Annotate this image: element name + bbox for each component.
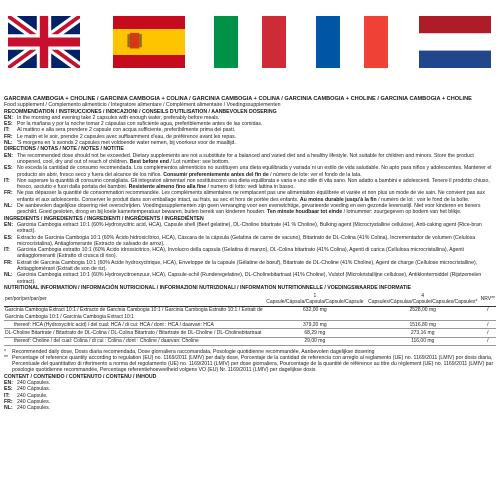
language-code: NL:	[4, 203, 13, 210]
italy-flag	[214, 16, 286, 68]
best-before-label: Consumir preferentemente antes del fin de	[163, 171, 269, 178]
ingredient-text: Extracto de Garcinia Cambogia 10:1 (60% Ácido hidroxicítrico, HCA), Cáscara de la cápsula (Gelatina de carne de vacuno), Bitartrato de DL-Colina (41% Colina), Incrementador de volumen (Celulosa microcristalina), Antiaglomerante (Extracto de salvado de arroz).	[17, 234, 476, 247]
direction-row	[4, 178, 496, 191]
best-before-label: Au moins durable jusqu'à la fin	[299, 196, 377, 203]
ingredient-text: Extrait de Garcinia Cambogia 10:1 (60% Acide hydroxycitrique, HCA), Enveloppe de la capsule (Gélatine de bœuf), Bitartrate de DL-Choline (41% Choline), Agent de charge (Cellulose microcristalline), Antiagglomérant (Extrait de son de riz).	[17, 259, 478, 273]
nutrient-name: Garcinia Cambogia Extract 10:1 / Extracto de Garcinia Cambogia 10:1 / Garcinia Cambogia Estratto 10:1 / Extrait de Garcinia Cambogia 10:1 / Garcinia Cambogia Extract 10:1	[5, 307, 263, 320]
recommendation-section	[4, 115, 496, 146]
nutrient-name: thereof: HCA (Hydroxycitric acid) / del cual: HCA / di cui: HCA / dont : HCA / daarvan: HCA	[4, 321, 264, 329]
content-section	[4, 380, 496, 411]
direction-text: No exceda la cantidad de consumo recomendada. Los complementos alimenticios no sustituyen una dieta equilibrada y variada ni un estilo de vida saludable. No apto para niños y adolescentes. Mantener el producto sin abrir, fresco seco y fuera del alcance de los niños. Consumir preferentemente antes del fin de / número de lote: ver el fondo de la lata.	[17, 165, 492, 178]
nrv-value: /	[480, 337, 496, 345]
best-before-label: Ten minste houdbaar tot einde	[267, 209, 343, 216]
value-per-capsule: 632,00 mg	[264, 306, 366, 320]
nrv-value: /	[480, 306, 496, 320]
language-code: IT:	[4, 127, 10, 134]
nutrition-body	[4, 306, 496, 345]
best-before-label: Resistente almeno fino alla fine	[128, 184, 207, 191]
recommendation-text: Al mattino e alla sera prendere 2 capsule con acqua sufficiente, preferibilmente prima dei pasti.	[17, 127, 236, 134]
language-code: FR:	[4, 398, 13, 405]
nutrient-name: thereof: Choline / del cual: Colina / di cui : Colina / dont : Choline / daarvan: Choline	[4, 337, 264, 345]
value-per-capsule: 379,20 mg	[264, 321, 366, 329]
direction-row	[4, 165, 496, 178]
directions-heading: DIRECTIONS / NOTAS / NOTE / NOTES / NOTITIE	[4, 146, 124, 153]
direction-text: The recommended dose should not be exceeded. Dietary supplements are not a substitute for a balanced and varied diet and a healthy lifestyle. Not suitable for children and minors. Store the product unopened, cool, dry and out of reach of children. Best before end / Lot number: see bottom.	[17, 152, 474, 165]
language-code: FR:	[4, 190, 13, 197]
direction-row	[4, 190, 496, 203]
column-header: 4 Capsules/Cápsulas/Capsule/Capsules/Capsules*	[366, 292, 480, 306]
language-code: ES:	[4, 165, 13, 172]
value-per-daily-dose: 1516,80 mg	[366, 321, 480, 329]
footnote-mark: *	[4, 348, 7, 355]
best-before-label: Best before end	[129, 158, 169, 165]
direction-row	[4, 203, 496, 216]
product-title: GARCINIA CAMBOGIA + CHOLINE / GARCINIA CAMBOGIA + COLINA / GARCINIA CAMBOGIA + COLINA / GARCINIA CAMBOGIA + CHOLINE / GARCINIA CAMBOGIA + CHOLINE	[4, 96, 472, 102]
flag-row	[0, 16, 500, 70]
ingredient-text: Garcinia Cambogia extract 10:1 (60% Hydroxycitric acid, HCA), Capsule shell (Beef gelatine), DL-Choline bitartrate (41 % Choline), Bulking agent (Microcrystalline cellulose), Anti-caking agent (Rice-bran extract).	[17, 221, 482, 235]
nutrition-header-row	[4, 292, 496, 306]
direction-text: Ne pas dépasser la quantité de consommation recommandée. Les compléments alimentaires ne remplacent pas une alimentation équilibrée et variée et non plus un mode de vie sain. Ne convient pas aux enfants et aux adolescents. Conserver le produit dans son emballage intact, au frais, au sec et hors de portée des enfants. Au moins durable jusqu'à la fin / numéro de lot : voir le fond de la boîte.	[17, 190, 486, 203]
ingredient-row	[4, 247, 496, 260]
table-row	[4, 337, 496, 345]
ingredients-heading: INGREDIENTS / INGREDIENTES / INGREDIENTI / INGRÉDIENTS / INGREDIËNTEN	[4, 215, 204, 222]
language-code: NL:	[4, 272, 13, 279]
footnote-mark: **	[4, 354, 9, 361]
ingredients-section	[4, 222, 496, 285]
direction-row	[4, 153, 496, 166]
nutrition-heading: NUTRITIONAL INFORMATION / INFORMACIÓN NUTRICIONAL / INFORMAZIONI NUTRIZIONALI / INFORMATION NUTRITIONNELLE / VOEDINGSWAARDE INFORMATIE	[4, 284, 411, 291]
language-code: FR:	[4, 259, 13, 266]
recommendation-text: 'S morgens en 's avonds 2 capsules met voldoende water nemen, bij voorkeur voor de maaltijd.	[17, 140, 236, 147]
product-subtitle: Food supplement / Complemento alimenticio / Integratore alimentare / Complément alimentaire / Voedingssupplementen	[4, 102, 281, 109]
nrv-value: /	[480, 329, 496, 337]
ingredient-text: Garcinia Cambogia extract 10:1 (60% Hydroxycitroenzuur, HCA), Capsule-schil (Runderegelatine), DL-Cholinebitartraat (41% Choline), Vulstof (Microkristallijne cellulose), Antiklontermiddel (Rijstzemelen extract).	[17, 272, 482, 285]
recommendation-text: Por la mañana y por la noche tomar 2 cápsulas con suficiente agua, preferiblemente antes de las comidas.	[17, 121, 263, 128]
table-row	[4, 329, 496, 337]
footnotes	[4, 349, 496, 374]
value-per-daily-dose: 116,00 mg	[366, 337, 480, 345]
language-code: EN:	[4, 221, 13, 228]
recommendation-text: In the morning and evening take 2 capsules with enough water, preferably before meals.	[17, 114, 220, 121]
spain-flag	[113, 16, 185, 68]
language-code: ES:	[4, 121, 13, 128]
value-per-capsule: 68,29 mg	[264, 329, 366, 337]
ingredient-row	[4, 260, 496, 273]
recommendation-text: Le matin et le soir, prendre 2 capsules avec suffisamment d'eau, de préférence avant les repas.	[17, 133, 237, 140]
ingredient-row	[4, 272, 496, 285]
content-row	[4, 405, 496, 411]
language-code: ES:	[4, 234, 13, 241]
content-text: 240 Capsules.	[17, 398, 51, 405]
table-row	[4, 321, 496, 329]
direction-text: Non superare la quantità di consumo consigliata. Gli integratori alimentari non sostituiscono una dieta equilibrata e varia e uno stile di vita sano. Non adatto a bambini e adolescenti. Tenere il prodotto chiuso, fresco, asciutto e fuori dalla portata dei bambini. Resistente almeno fino alla fine / numero di lotto: vedi lattina in basso.	[17, 177, 490, 191]
uk-flag	[8, 16, 80, 68]
label-document	[4, 96, 496, 412]
value-per-daily-dose: 2528,00 mg	[366, 306, 480, 320]
column-header: per/por/per/par/per	[4, 292, 264, 306]
language-code: EN:	[4, 152, 13, 159]
content-text: 240 Capsule.	[17, 392, 48, 399]
language-code: NL:	[4, 405, 13, 412]
language-code: EN:	[4, 114, 13, 121]
footnote-text: Recommended daily dose, Dosis diaria recomendada, Dose giornaliera raccomandata, Posologie quotidienne recommandée, Aanbevolen dagelijkse dosering	[12, 348, 375, 355]
footnote	[4, 355, 496, 374]
table-row	[4, 306, 496, 320]
language-code: IT:	[4, 177, 10, 184]
content-text: 240 Capsules.	[17, 405, 51, 412]
language-code: FR:	[4, 133, 13, 140]
language-code: IT:	[4, 247, 10, 254]
language-code: IT:	[4, 392, 10, 399]
value-per-daily-dose: 273,16 mg	[366, 329, 480, 337]
language-code: ES:	[4, 386, 13, 393]
netherlands-flag	[419, 16, 491, 68]
value-per-capsule: 29,00 mg	[264, 337, 366, 345]
nutrient-name: DL-Choline Bitartrate / Bitartrato de DL-Colina / DL-Colina Bitartrato / Bitartrate de DL-Choline / DL-Cholinebitartraat	[4, 329, 264, 337]
ingredient-row	[4, 222, 496, 235]
content-text: 240 Cápsulas.	[17, 386, 51, 393]
column-header: NRV**	[480, 292, 496, 306]
footnote-text: Percentage of reference quantity according to regulation (EU) no. 1169/2011 (LMIV) per daily dose, Porcentaje de la cantidad de referencia con arreglo al reglamento (UE) no. 1169/2011 (LMIV) por dosis diaria, Percentuale del quantitativo di riferimento a norma del regolamento (UE) no. 1169/2011 (LMIV) per dose giornaliera, Pourcentage de la quantité de référence au titre du règlement (UE) no. 1169/2011 (LMIV) par posologie quotidienne recommandée, Percentage referentiehoeveelheid volgens VO (EU) Nr. 1169/2011 (LMIV) per dagelijkse dosis	[12, 354, 494, 374]
recommendation-heading: RECOMMENDATION / INSTRUCCIONES / INDICAZIONI / CONSEILS D'UTILISATION / AANBEVOLEN DOSERING	[4, 108, 277, 115]
nutrition-table	[4, 292, 496, 345]
nrv-value: /	[480, 321, 496, 329]
direction-text: De aanbevolen dagelijkse dosering niet overschrijden. Voedingssupplementen zijn geen vervanging voor een evenwichtige, gevarieerde voeding en een gezonde levensstijl. Niet voor kinderen en tieners geschikt. Goed gesloten, droog en bij koele kamertemperatuur bewaren, buiten bereik van kinderen houden. Ten minste houdbaar tot einde / lotnummer: zuurgegeven op bodem van het blikje.	[17, 203, 481, 216]
ingredient-row	[4, 235, 496, 248]
language-code: NL:	[4, 140, 13, 147]
directions-section	[4, 153, 496, 216]
france-flag	[316, 16, 388, 68]
content-text: 240 Capsules.	[17, 380, 51, 387]
content-heading: CONTENT / CONTENIDO / CONTENUTO / CONTENU / INHOUD	[4, 373, 157, 380]
language-code: EN:	[4, 380, 13, 387]
column-header: 1 Capsule/Cápsula/Capsula/Capsule/Capsule	[264, 292, 366, 306]
ingredient-text: Garcinia Cambogia estratto 10:1 (60% Acido idrossicitrico, HCA), Involucro della capsula (Gelatina di manzo), DL-Colina bitartrato (41% Colina), Agenti di carica (Cellulosa microcristallina), Agenti antiagglomeranti (Estratto di crusca di riso).	[17, 247, 464, 260]
